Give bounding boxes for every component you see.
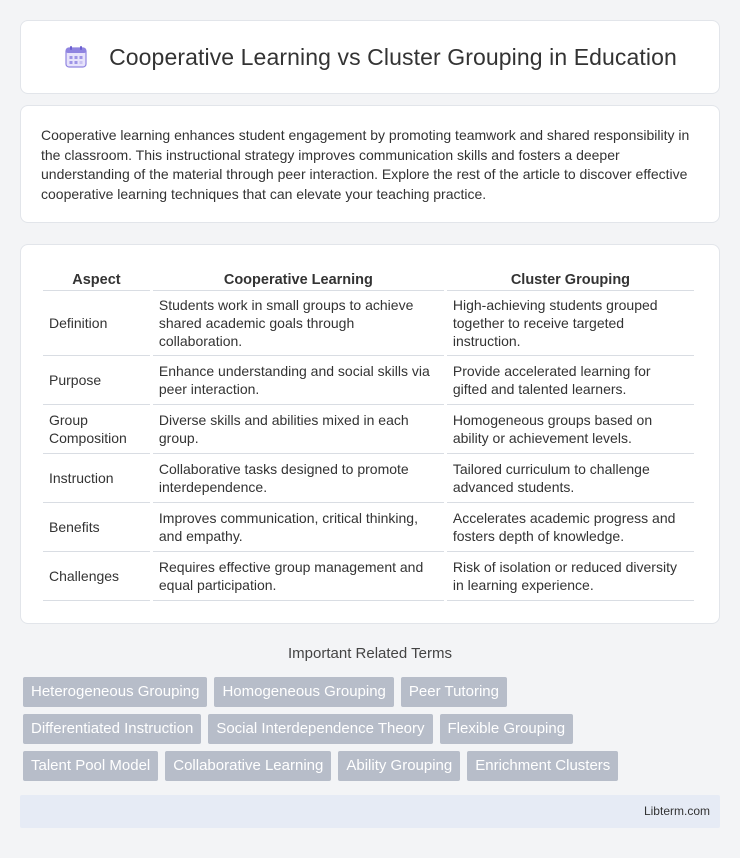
calendar-grid-icon [63,44,89,70]
table-cell-cooperative: Improves communication, critical thinking, and empathy. [153,503,444,552]
table-cell-cooperative: Diverse skills and abilities mixed in each group. [153,405,444,454]
tag-differentiated-instruction[interactable]: Differentiated Instruction [23,714,201,744]
table-row [43,454,694,503]
table-cell-aspect: Group Composition [43,405,150,454]
footer-site-link[interactable]: Libterm.com [643,804,710,818]
page-title: Cooperative Learning vs Cluster Grouping in Education [109,43,677,70]
table-cell-cluster: High-achieving students grouped together to receive targeted instruction. [447,291,694,356]
tag-flexible-grouping[interactable]: Flexible Grouping [440,714,574,744]
table-cell-aspect: Definition [43,291,150,356]
table-header-row [43,265,694,291]
table-cell-cluster: Risk of isolation or reduced diversity in learning experience. [447,552,694,601]
table-row [43,405,694,454]
table-row [43,503,694,552]
table-cell-aspect: Benefits [43,503,150,552]
tag-row [23,714,723,744]
tag-heterogeneous-grouping[interactable]: Heterogeneous Grouping [23,677,207,707]
tag-social-interdependence-theory[interactable]: Social Interdependence Theory [208,714,432,744]
table-row [43,356,694,405]
comparison-table [40,265,697,601]
tag-talent-pool-model[interactable]: Talent Pool Model [23,751,158,781]
table-cell-cooperative: Collaborative tasks designed to promote interdependence. [153,454,444,503]
tag-row [23,751,723,781]
tag-collaborative-learning[interactable]: Collaborative Learning [165,751,331,781]
related-terms [23,677,723,788]
tag-row [23,677,723,707]
table-cell-cooperative: Students work in small groups to achieve shared academic goals through collaboration. [153,291,444,356]
tag-peer-tutoring[interactable]: Peer Tutoring [401,677,507,707]
table-row [43,552,694,601]
intro-card [20,105,720,223]
column-header-cooperative: Cooperative Learning [153,265,444,291]
tag-homogeneous-grouping[interactable]: Homogeneous Grouping [214,677,393,707]
related-terms-title: Important Related Terms [288,645,452,662]
table-cell-cluster: Provide accelerated learning for gifted and talented learners. [447,356,694,405]
table-cell-cooperative: Requires effective group management and equal participation. [153,552,444,601]
table-cell-aspect: Instruction [43,454,150,503]
tag-ability-grouping[interactable]: Ability Grouping [338,751,460,781]
table-cell-cluster: Accelerates academic progress and fosters depth of knowledge. [447,503,694,552]
column-header-cluster: Cluster Grouping [447,265,694,291]
table-cell-cluster: Homogeneous groups based on ability or achievement levels. [447,405,694,454]
tag-enrichment-clusters[interactable]: Enrichment Clusters [467,751,618,781]
intro-text: Cooperative learning enhances student engagement by promoting teamwork and shared responsibility in the classroom. This instructional strategy improves communication skills and fosters a deeper understanding of the material through peer interaction. Explore the rest of the article to discover effective cooperative learning techniques that can elevate your teaching practice. [41,127,690,202]
table-row [43,291,694,356]
table-cell-cluster: Tailored curriculum to challenge advanced students. [447,454,694,503]
table-cell-cooperative: Enhance understanding and social skills via peer interaction. [153,356,444,405]
title-card [20,20,720,94]
table-cell-aspect: Purpose [43,356,150,405]
column-header-aspect: Aspect [43,265,150,291]
table-cell-aspect: Challenges [43,552,150,601]
footer [20,795,720,828]
comparison-card [20,244,720,624]
